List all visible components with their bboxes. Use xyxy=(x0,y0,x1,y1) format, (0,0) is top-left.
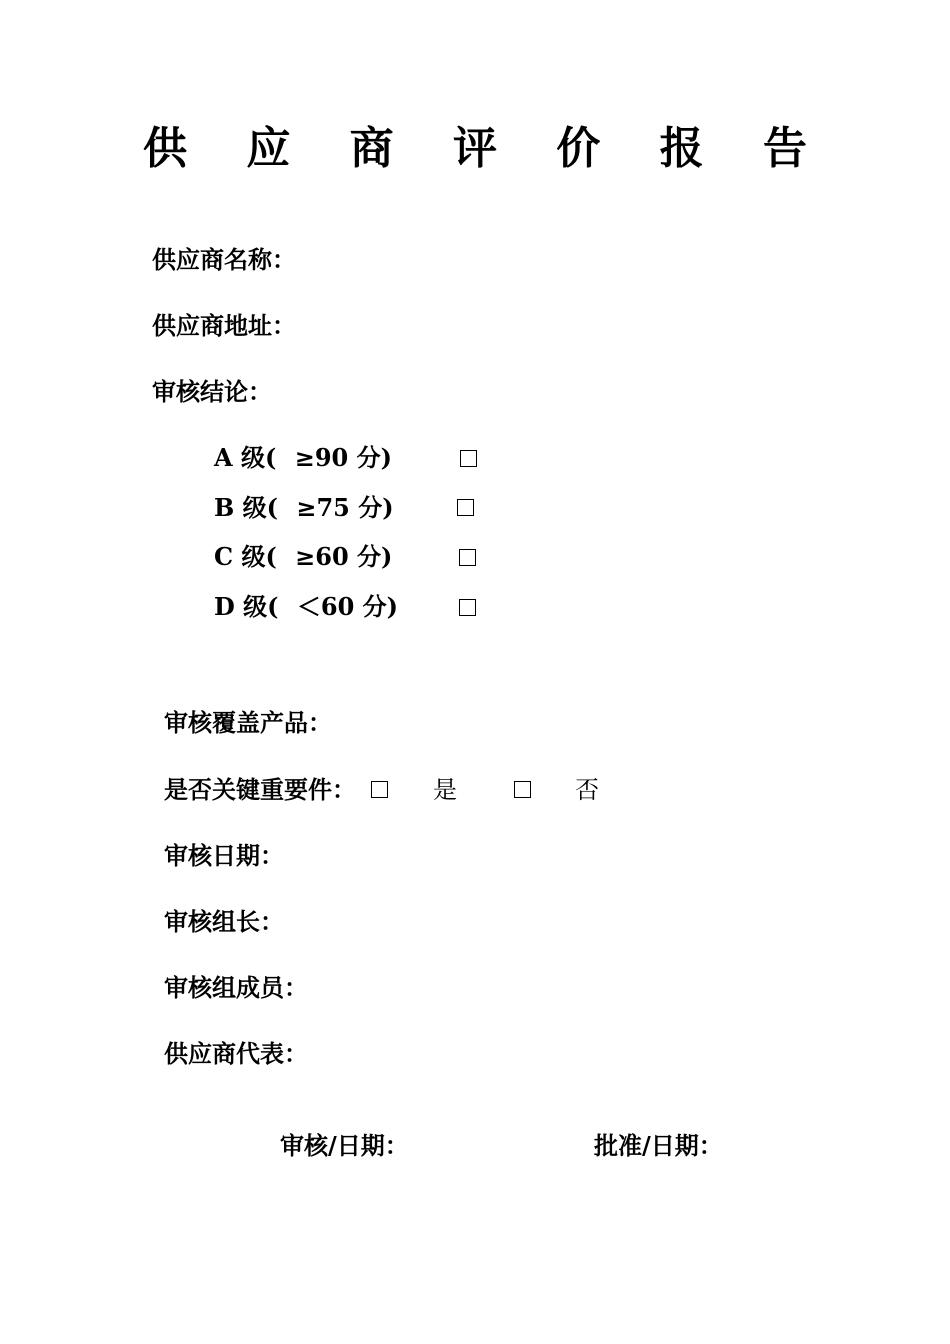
grade-d-checkbox[interactable] xyxy=(459,599,476,616)
audit-date-label: 审核日期： xyxy=(164,841,284,870)
key-part-yes-label: 是 xyxy=(433,776,457,804)
audit-leader-label: 审核组长： xyxy=(164,907,284,936)
audit-conclusion-label: 审核结论： xyxy=(152,377,272,406)
key-part-label: 是否关键重要件： xyxy=(164,775,356,804)
grade-b-criterion: ≥75 分) xyxy=(296,493,394,522)
key-part-no-checkbox[interactable] xyxy=(514,781,531,798)
review-date-label: 审核/日期： xyxy=(280,1131,409,1160)
key-part-no-label: 否 xyxy=(575,776,599,804)
key-part-row xyxy=(164,773,356,807)
key-part-yes-checkbox[interactable] xyxy=(371,781,388,798)
grade-a-checkbox[interactable] xyxy=(460,450,477,467)
supplier-name-label: 供应商名称： xyxy=(152,245,296,274)
grade-a-criterion: ≥90 分) xyxy=(294,443,392,472)
supplier-rep-label: 供应商代表： xyxy=(164,1039,308,1068)
page-title: 供 应 商 评 价 报 告 xyxy=(143,123,829,174)
grade-c-row xyxy=(214,540,392,574)
grade-b-label: B 级( xyxy=(214,493,278,522)
grade-b-checkbox[interactable] xyxy=(457,499,474,516)
grade-d-row xyxy=(214,590,398,624)
supplier-address-label: 供应商地址： xyxy=(152,311,296,340)
covered-products-label: 审核覆盖产品： xyxy=(164,708,332,737)
audit-members-label: 审核组成员： xyxy=(164,973,308,1002)
grade-c-criterion: ≥60 分) xyxy=(295,542,393,571)
grade-b-row xyxy=(214,491,394,525)
grade-a-row xyxy=(214,441,392,475)
grade-d-label: D 级( xyxy=(214,592,279,621)
grade-d-criterion: ＜60 分) xyxy=(296,592,398,621)
grade-c-label: C 级( xyxy=(214,542,277,571)
grade-a-label: A 级( xyxy=(214,443,277,472)
grade-c-checkbox[interactable] xyxy=(459,549,476,566)
approve-date-label: 批准/日期： xyxy=(594,1131,723,1160)
